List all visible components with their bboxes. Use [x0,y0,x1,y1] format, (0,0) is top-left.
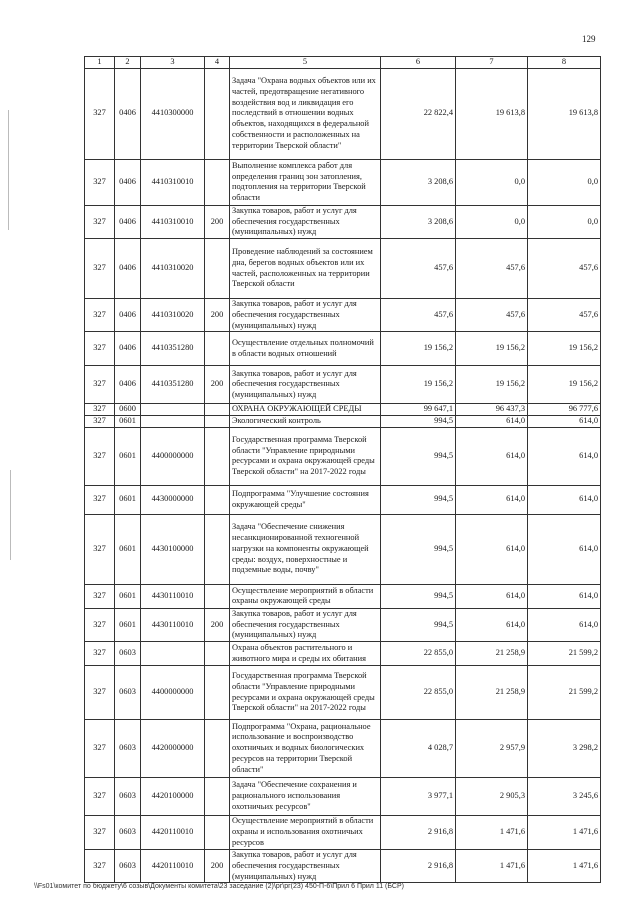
admin-code-cell: 327 [85,366,115,404]
amount-year1-cell: 457,6 [381,299,456,332]
column-number-header: 6 [381,57,456,69]
target-article-cell: 4430000000 [141,485,205,514]
amount-year1-cell: 19 156,2 [381,332,456,366]
amount-year3-cell: 1 471,6 [528,850,601,883]
table-row [85,608,601,641]
description-cell: Закупка товаров, работ и услуг для обеспечения государственных (муниципальных) нужд [230,850,381,883]
table-row [85,366,601,404]
amount-year3-cell: 96 777,6 [528,404,601,416]
section-code-cell: 0601 [115,427,141,485]
amount-year1-cell: 3 208,6 [381,159,456,205]
description-cell: Задача "Обеспечение снижения несанкционированной техногенной нагрузки на компоненты окружающей среды: воздух, поверхностные и подземные воды, почву" [230,514,381,584]
amount-year2-cell: 2 957,9 [456,720,528,778]
admin-code-cell: 327 [85,485,115,514]
table-row [85,584,601,608]
target-article-cell: 4430110010 [141,608,205,641]
target-article-cell: 4420110010 [141,850,205,883]
amount-year2-cell: 0,0 [456,205,528,238]
amount-year1-cell: 3 977,1 [381,778,456,816]
table-row [85,850,601,883]
amount-year1-cell: 457,6 [381,239,456,299]
expense-type-cell: 200 [205,366,230,404]
amount-year1-cell: 22 822,4 [381,68,456,159]
amount-year2-cell: 19 156,2 [456,366,528,404]
expense-type-cell [205,720,230,778]
admin-code-cell: 327 [85,416,115,428]
amount-year1-cell: 22 855,0 [381,642,456,666]
table-row [85,816,601,850]
amount-year3-cell: 19 613,8 [528,68,601,159]
amount-year2-cell: 96 437,3 [456,404,528,416]
expense-type-cell: 200 [205,205,230,238]
description-cell: Подпрограмма "Охрана, рациональное использование и воспроизводство охотничьих и водных биологических ресурсов на территории Тверской области" [230,720,381,778]
amount-year2-cell: 614,0 [456,608,528,641]
table-row [85,485,601,514]
table-row [85,720,601,778]
target-article-cell: 4410300000 [141,68,205,159]
expense-type-cell [205,404,230,416]
amount-year3-cell: 614,0 [528,427,601,485]
table-row [85,239,601,299]
table-row [85,159,601,205]
amount-year3-cell: 3 298,2 [528,720,601,778]
table-row [85,205,601,238]
amount-year3-cell: 614,0 [528,608,601,641]
description-cell: Государственная программа Тверской области "Управление природными ресурсами и охрана окружающей среды Тверской области" на 2017-2022 годы [230,666,381,720]
section-code-cell: 0603 [115,850,141,883]
scan-edge-mark [8,110,9,230]
target-article-cell: 4410310010 [141,205,205,238]
amount-year2-cell: 19 156,2 [456,332,528,366]
table-row [85,299,601,332]
section-code-cell: 0406 [115,299,141,332]
expense-type-cell [205,332,230,366]
section-code-cell: 0406 [115,159,141,205]
expense-type-cell [205,666,230,720]
expense-type-cell [205,778,230,816]
table-row [85,666,601,720]
section-code-cell: 0600 [115,404,141,416]
target-article-cell: 4430110010 [141,584,205,608]
target-article-cell: 4400000000 [141,666,205,720]
column-number-header: 7 [456,57,528,69]
section-code-cell: 0603 [115,778,141,816]
amount-year1-cell: 994,5 [381,584,456,608]
admin-code-cell: 327 [85,666,115,720]
description-cell: Осуществление мероприятий в области охраны и использования охотничьих ресурсов [230,816,381,850]
section-code-cell: 0406 [115,332,141,366]
expense-type-cell [205,427,230,485]
amount-year1-cell: 4 028,7 [381,720,456,778]
amount-year2-cell: 2 905,3 [456,778,528,816]
description-cell: Осуществление отдельных полномочий в области водных отношений [230,332,381,366]
amount-year2-cell: 1 471,6 [456,816,528,850]
table-row [85,68,601,159]
expense-type-cell [205,514,230,584]
admin-code-cell: 327 [85,816,115,850]
admin-code-cell: 327 [85,608,115,641]
section-code-cell: 0601 [115,416,141,428]
column-number-header: 4 [205,57,230,69]
amount-year1-cell: 19 156,2 [381,366,456,404]
description-cell: Закупка товаров, работ и услуг для обеспечения государственных (муниципальных) нужд [230,608,381,641]
scan-edge-mark [10,470,11,560]
amount-year2-cell: 457,6 [456,299,528,332]
amount-year2-cell: 0,0 [456,159,528,205]
description-cell: Государственная программа Тверской области "Управление природными ресурсами и охрана окружающей среды Тверской области" на 2017-2022 годы [230,427,381,485]
target-article-cell: 4420100000 [141,778,205,816]
expense-type-cell: 200 [205,850,230,883]
table-row [85,642,601,666]
table-row [85,778,601,816]
amount-year1-cell: 3 208,6 [381,205,456,238]
amount-year3-cell: 3 245,6 [528,778,601,816]
target-article-cell: 4410310010 [141,159,205,205]
target-article-cell: 4400000000 [141,427,205,485]
expense-type-cell: 200 [205,608,230,641]
target-article-cell: 4410351280 [141,332,205,366]
section-code-cell: 0603 [115,642,141,666]
description-cell: Охрана объектов растительного и животного мира и среды их обитания [230,642,381,666]
amount-year3-cell: 0,0 [528,205,601,238]
section-code-cell: 0406 [115,239,141,299]
amount-year1-cell: 994,5 [381,416,456,428]
admin-code-cell: 327 [85,642,115,666]
column-number-header: 1 [85,57,115,69]
expense-type-cell [205,485,230,514]
amount-year2-cell: 614,0 [456,514,528,584]
section-code-cell: 0406 [115,68,141,159]
section-code-cell: 0601 [115,608,141,641]
description-cell: Задача "Обеспечение сохранения и рационального использования охотничьих ресурсов" [230,778,381,816]
amount-year2-cell: 19 613,8 [456,68,528,159]
amount-year2-cell: 614,0 [456,584,528,608]
amount-year1-cell: 994,5 [381,514,456,584]
table-row [85,427,601,485]
amount-year2-cell: 21 258,9 [456,642,528,666]
section-code-cell: 0603 [115,666,141,720]
description-cell: Закупка товаров, работ и услуг для обеспечения государственных (муниципальных) нужд [230,299,381,332]
target-article-cell [141,416,205,428]
target-article-cell [141,404,205,416]
table-row [85,416,601,428]
expense-type-cell [205,159,230,205]
column-number-header: 8 [528,57,601,69]
amount-year1-cell: 99 647,1 [381,404,456,416]
amount-year3-cell: 614,0 [528,416,601,428]
amount-year2-cell: 614,0 [456,485,528,514]
admin-code-cell: 327 [85,584,115,608]
amount-year3-cell: 614,0 [528,514,601,584]
description-cell: Закупка товаров, работ и услуг для обеспечения государственных (муниципальных) нужд [230,366,381,404]
target-article-cell [141,642,205,666]
description-cell: Осуществление мероприятий в области охраны окружающей среды [230,584,381,608]
amount-year3-cell: 457,6 [528,299,601,332]
section-code-cell: 0603 [115,720,141,778]
amount-year3-cell: 614,0 [528,584,601,608]
expense-type-cell [205,416,230,428]
section-code-cell: 0406 [115,205,141,238]
target-article-cell: 4430100000 [141,514,205,584]
amount-year3-cell: 19 156,2 [528,366,601,404]
amount-year1-cell: 22 855,0 [381,666,456,720]
expense-type-cell [205,68,230,159]
expense-type-cell [205,816,230,850]
admin-code-cell: 327 [85,514,115,584]
table-row [85,404,601,416]
table-row [85,514,601,584]
admin-code-cell: 327 [85,299,115,332]
column-number-header-row [85,57,601,69]
description-cell: Экологический контроль [230,416,381,428]
amount-year3-cell: 614,0 [528,485,601,514]
amount-year2-cell: 21 258,9 [456,666,528,720]
admin-code-cell: 327 [85,332,115,366]
description-cell: Проведение наблюдений за состоянием дна, берегов водных объектов или их частей, расположенных на территории Тверской области [230,239,381,299]
target-article-cell: 4420000000 [141,720,205,778]
amount-year1-cell: 994,5 [381,427,456,485]
column-number-header: 3 [141,57,205,69]
amount-year3-cell: 19 156,2 [528,332,601,366]
admin-code-cell: 327 [85,205,115,238]
amount-year3-cell: 457,6 [528,239,601,299]
admin-code-cell: 327 [85,404,115,416]
amount-year1-cell: 994,5 [381,608,456,641]
amount-year3-cell: 1 471,6 [528,816,601,850]
page-number: 129 [582,34,596,44]
amount-year3-cell: 21 599,2 [528,642,601,666]
section-code-cell: 0406 [115,366,141,404]
description-cell: ОХРАНА ОКРУЖАЮЩЕЙ СРЕДЫ [230,404,381,416]
file-path-footer: \\Fs01\комитет по бюджету\6 созыв\Документы комитета\23 заседание (2)\рг\рг(23) 450-П-6\Прил 6 Прил 11 (БСР) [34,883,404,890]
target-article-cell: 4420110010 [141,816,205,850]
column-number-header: 2 [115,57,141,69]
admin-code-cell: 327 [85,850,115,883]
description-cell: Задача "Охрана водных объектов или их частей, предотвращение негативного воздействия вод и ликвидация его последствий в отношении водных объектов, находящихся в федеральной собственности и расположенных на территории Тверской области" [230,68,381,159]
table-row [85,332,601,366]
amount-year3-cell: 0,0 [528,159,601,205]
section-code-cell: 0601 [115,584,141,608]
amount-year2-cell: 614,0 [456,416,528,428]
section-code-cell: 0601 [115,485,141,514]
amount-year1-cell: 994,5 [381,485,456,514]
amount-year1-cell: 2 916,8 [381,850,456,883]
expense-type-cell: 200 [205,299,230,332]
expense-type-cell [205,239,230,299]
amount-year1-cell: 2 916,8 [381,816,456,850]
description-cell: Закупка товаров, работ и услуг для обеспечения государственных (муниципальных) нужд [230,205,381,238]
admin-code-cell: 327 [85,427,115,485]
section-code-cell: 0601 [115,514,141,584]
expense-type-cell [205,584,230,608]
amount-year2-cell: 614,0 [456,427,528,485]
expense-type-cell [205,642,230,666]
amount-year2-cell: 457,6 [456,239,528,299]
admin-code-cell: 327 [85,778,115,816]
target-article-cell: 4410310020 [141,239,205,299]
description-cell: Подпрограмма "Улучшение состояния окружающей среды" [230,485,381,514]
description-cell: Выполнение комплекса работ для определения границ зон затопления, подтопления на территории Тверской области [230,159,381,205]
admin-code-cell: 327 [85,159,115,205]
admin-code-cell: 327 [85,239,115,299]
section-code-cell: 0603 [115,816,141,850]
amount-year3-cell: 21 599,2 [528,666,601,720]
admin-code-cell: 327 [85,720,115,778]
amount-year2-cell: 1 471,6 [456,850,528,883]
target-article-cell: 4410351280 [141,366,205,404]
budget-table [84,56,601,883]
admin-code-cell: 327 [85,68,115,159]
column-number-header: 5 [230,57,381,69]
target-article-cell: 4410310020 [141,299,205,332]
